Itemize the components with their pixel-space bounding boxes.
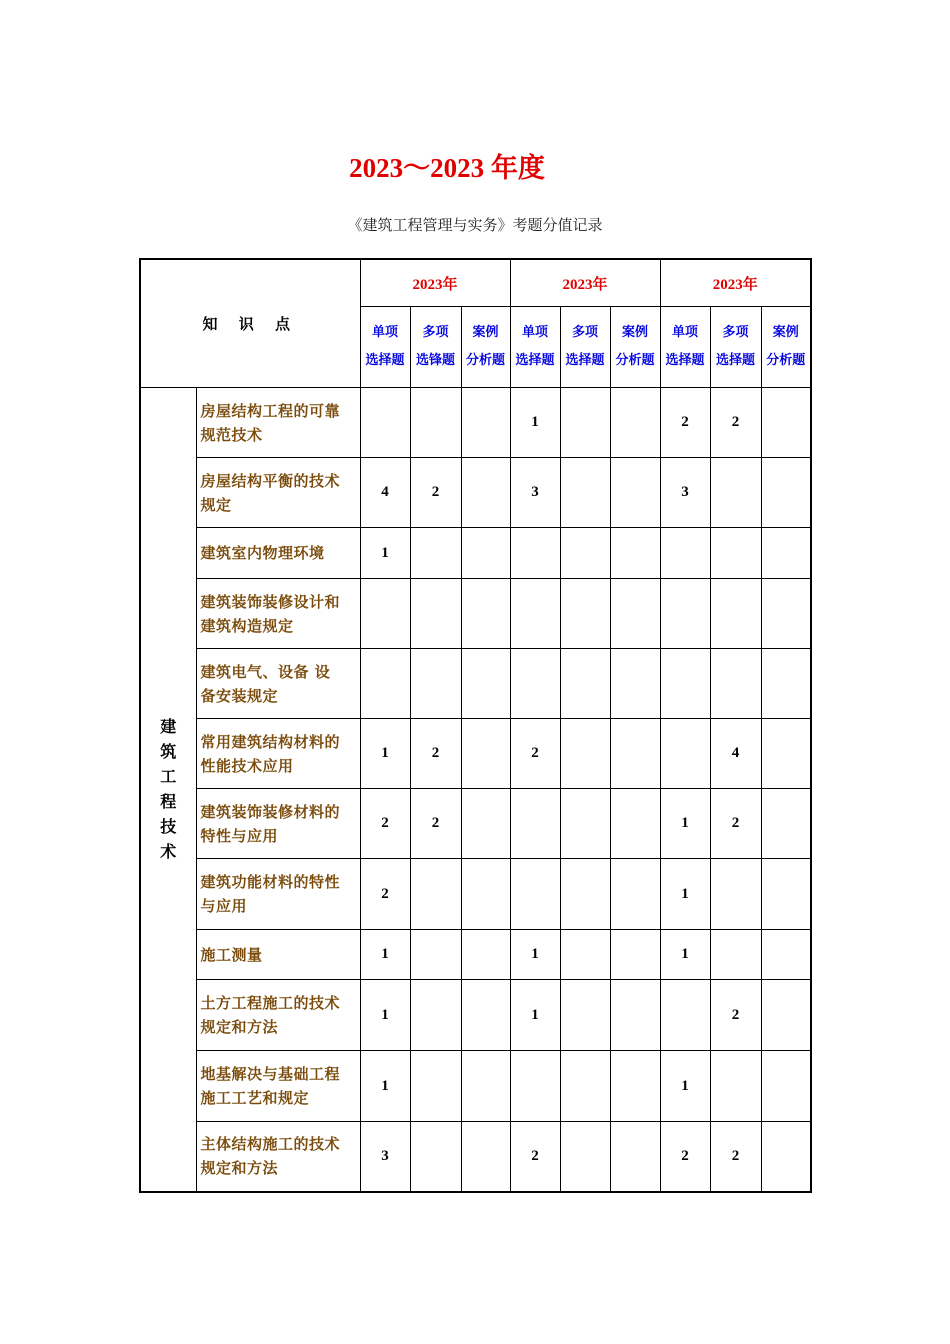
score-cell <box>510 528 560 579</box>
score-table <box>139 258 812 1193</box>
score-cell <box>610 789 660 859</box>
score-cell <box>560 388 610 458</box>
year-header: 2023年 <box>660 259 811 307</box>
table-row <box>140 930 811 980</box>
score-cell: 1 <box>660 789 710 859</box>
score-cell <box>560 789 610 859</box>
score-cell <box>761 859 811 930</box>
score-cell <box>360 649 410 719</box>
score-cell <box>410 930 461 980</box>
score-cell <box>461 1051 510 1122</box>
year-header: 2023年 <box>360 259 510 307</box>
score-cell <box>560 528 610 579</box>
score-cell <box>510 1051 560 1122</box>
question-type-header: 多项 选择题 <box>710 307 761 388</box>
score-cell <box>610 930 660 980</box>
score-cell <box>410 980 461 1051</box>
score-cell <box>761 388 811 458</box>
score-cell <box>710 859 761 930</box>
score-cell <box>660 719 710 789</box>
score-cell <box>610 528 660 579</box>
score-cell: 2 <box>410 458 461 528</box>
question-type-header: 单项 选择题 <box>660 307 710 388</box>
score-cell <box>560 458 610 528</box>
score-cell <box>560 1051 610 1122</box>
table-row <box>140 1051 811 1122</box>
question-type-header: 案例 分析题 <box>761 307 811 388</box>
score-cell <box>610 1051 660 1122</box>
score-cell: 2 <box>710 388 761 458</box>
score-cell <box>510 579 560 649</box>
score-cell: 1 <box>360 930 410 980</box>
knowledge-point-label: 建筑功能材料的特性 与应用 <box>196 859 360 930</box>
score-cell <box>410 528 461 579</box>
score-cell: 1 <box>660 859 710 930</box>
score-cell: 3 <box>660 458 710 528</box>
score-cell: 2 <box>410 789 461 859</box>
score-cell: 1 <box>360 1051 410 1122</box>
question-type-header: 案例 分析题 <box>610 307 660 388</box>
score-cell <box>761 719 811 789</box>
score-cell <box>461 980 510 1051</box>
score-cell <box>461 859 510 930</box>
score-cell <box>761 649 811 719</box>
score-cell <box>761 789 811 859</box>
table-row <box>140 649 811 719</box>
knowledge-point-label: 建筑室内物理环境 <box>196 528 360 579</box>
table-row <box>140 1122 811 1192</box>
score-cell <box>461 528 510 579</box>
knowledge-point-label: 施工测量 <box>196 930 360 980</box>
page-title: 2023～2023 年度 <box>349 153 545 183</box>
score-cell <box>761 930 811 980</box>
question-type-header: 多项 选锋题 <box>410 307 461 388</box>
score-cell <box>610 649 660 719</box>
score-cell <box>610 458 660 528</box>
score-cell <box>360 579 410 649</box>
score-cell <box>610 719 660 789</box>
question-type-header: 多项 选择题 <box>560 307 610 388</box>
score-cell <box>410 388 461 458</box>
score-cell: 2 <box>660 1122 710 1192</box>
score-cell <box>761 528 811 579</box>
score-cell <box>410 1051 461 1122</box>
score-cell <box>710 930 761 980</box>
score-cell <box>461 1122 510 1192</box>
knowledge-point-label: 土方工程施工的技术 规定和方法 <box>196 980 360 1051</box>
knowledge-point-label: 主体结构施工的技术 规定和方法 <box>196 1122 360 1192</box>
score-cell: 2 <box>710 789 761 859</box>
score-cell <box>660 579 710 649</box>
score-cell: 2 <box>360 789 410 859</box>
knowledge-point-label: 房屋结构平衡的技术 规定 <box>196 458 360 528</box>
score-cell <box>461 388 510 458</box>
knowledge-point-label: 常用建筑结构材料的 性能技术应用 <box>196 719 360 789</box>
score-cell <box>710 528 761 579</box>
score-cell <box>461 579 510 649</box>
knowledge-point-label: 建筑电气、设备 设 备安装规定 <box>196 649 360 719</box>
score-cell <box>761 458 811 528</box>
page-subtitle: 《建筑工程管理与实务》考题分值记录 <box>347 216 603 234</box>
score-cell <box>610 859 660 930</box>
score-cell <box>610 1122 660 1192</box>
score-cell <box>660 649 710 719</box>
table-row <box>140 458 811 528</box>
score-cell: 1 <box>510 980 560 1051</box>
score-cell: 2 <box>710 1122 761 1192</box>
score-cell <box>461 649 510 719</box>
score-cell: 2 <box>710 980 761 1051</box>
score-cell <box>761 579 811 649</box>
score-cell <box>461 789 510 859</box>
score-cell <box>461 930 510 980</box>
category-label: 建 筑 工 程 技 术 <box>140 388 196 1192</box>
score-cell <box>560 930 610 980</box>
table-row <box>140 719 811 789</box>
knowledge-point-label: 建筑装饰装修设计和 建筑构造规定 <box>196 579 360 649</box>
score-cell: 1 <box>360 528 410 579</box>
score-cell: 2 <box>510 719 560 789</box>
score-cell: 3 <box>360 1122 410 1192</box>
score-cell <box>710 1051 761 1122</box>
table-row <box>140 388 811 458</box>
score-cell <box>461 719 510 789</box>
score-cell <box>660 528 710 579</box>
score-cell <box>610 579 660 649</box>
score-cell: 1 <box>660 930 710 980</box>
table-row <box>140 528 811 579</box>
score-cell <box>510 649 560 719</box>
score-cell: 1 <box>510 930 560 980</box>
score-cell <box>560 1122 610 1192</box>
score-cell: 2 <box>510 1122 560 1192</box>
score-cell <box>761 980 811 1051</box>
score-cell <box>710 649 761 719</box>
score-cell: 2 <box>660 388 710 458</box>
knowledge-point-label: 建筑装饰装修材料的 特性与应用 <box>196 789 360 859</box>
score-cell <box>410 1122 461 1192</box>
score-cell <box>510 789 560 859</box>
score-cell: 1 <box>360 980 410 1051</box>
score-cell <box>560 859 610 930</box>
question-type-header: 单项 选择题 <box>510 307 560 388</box>
question-type-header: 单项 选择题 <box>360 307 410 388</box>
score-cell <box>410 649 461 719</box>
knowledge-point-label: 房屋结构工程的可靠 规范技术 <box>196 388 360 458</box>
score-cell: 2 <box>410 719 461 789</box>
score-cell: 3 <box>510 458 560 528</box>
score-cell: 4 <box>360 458 410 528</box>
score-cell <box>761 1051 811 1122</box>
score-cell <box>560 649 610 719</box>
table-row <box>140 859 811 930</box>
score-cell <box>710 579 761 649</box>
score-cell: 2 <box>360 859 410 930</box>
table-row <box>140 980 811 1051</box>
year-header: 2023年 <box>510 259 660 307</box>
score-cell <box>560 980 610 1051</box>
question-type-header: 案例 分析题 <box>461 307 510 388</box>
score-cell: 1 <box>510 388 560 458</box>
score-cell: 4 <box>710 719 761 789</box>
score-cell: 1 <box>360 719 410 789</box>
table-row <box>140 579 811 649</box>
score-cell <box>410 579 461 649</box>
score-cell <box>410 859 461 930</box>
score-cell <box>461 458 510 528</box>
score-cell <box>660 980 710 1051</box>
score-cell <box>710 458 761 528</box>
score-cell <box>610 980 660 1051</box>
table-row <box>140 789 811 859</box>
score-cell <box>560 719 610 789</box>
score-cell: 1 <box>660 1051 710 1122</box>
score-cell <box>560 579 610 649</box>
knowledge-point-header: 知 识 点 <box>140 259 360 388</box>
score-cell <box>761 1122 811 1192</box>
score-cell <box>360 388 410 458</box>
score-cell <box>610 388 660 458</box>
score-cell <box>510 859 560 930</box>
knowledge-point-label: 地基解决与基础工程 施工工艺和规定 <box>196 1051 360 1122</box>
